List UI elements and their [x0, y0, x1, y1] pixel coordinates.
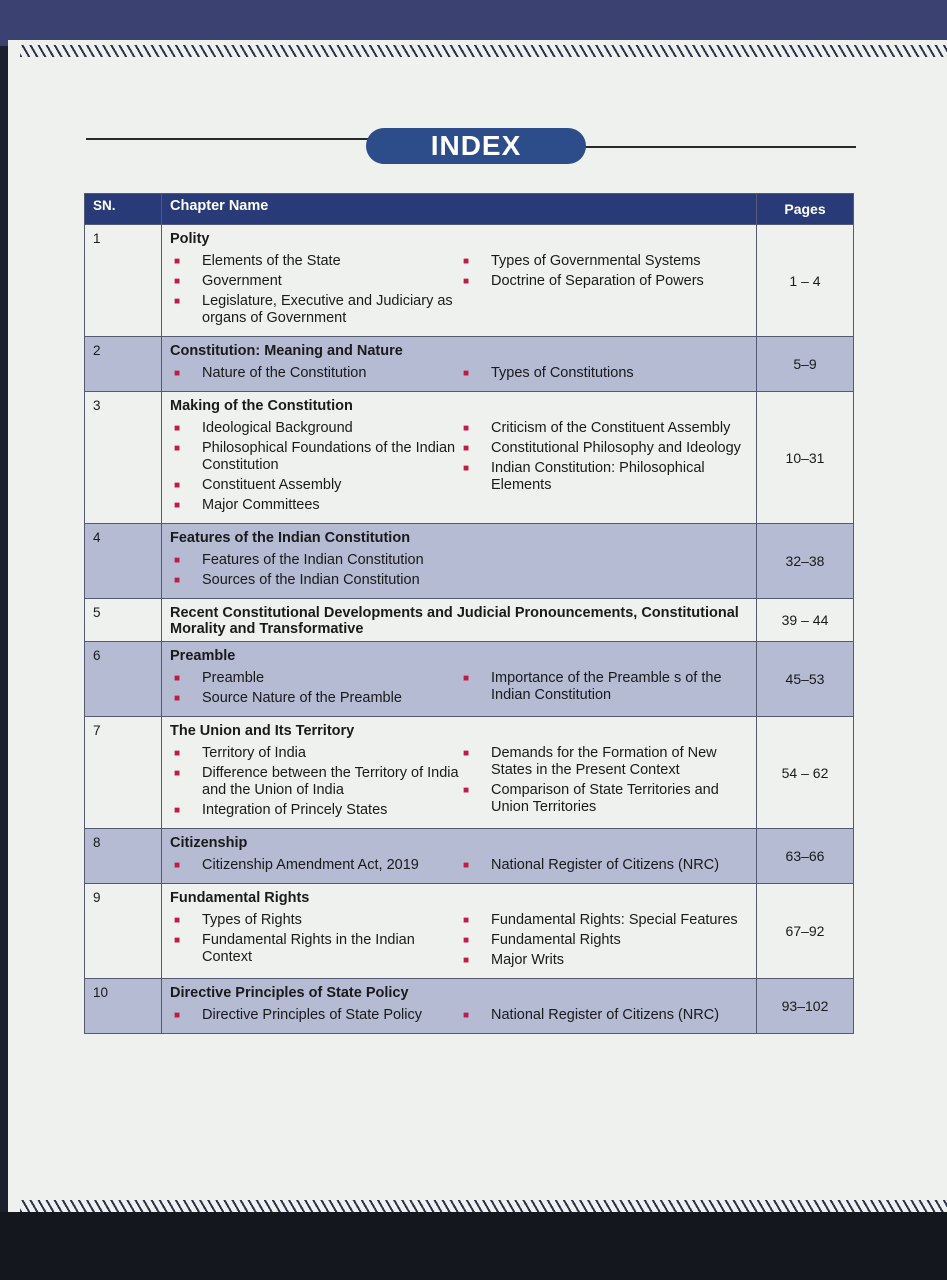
topic-text: Ideological Background: [202, 420, 353, 436]
topic-text: Preamble: [202, 670, 265, 686]
heading-rule-left: [86, 138, 376, 140]
topic-item: [459, 460, 748, 494]
square-bullet-icon: ■: [463, 368, 470, 379]
topic-item: [170, 420, 459, 437]
square-bullet-icon: ■: [174, 915, 181, 926]
square-bullet-icon: ■: [174, 480, 181, 491]
table-row: [85, 884, 854, 979]
topic-text: Citizenship Amendment Act, 2019: [202, 857, 419, 873]
chapter-title: Directive Principles of State Policy: [170, 985, 409, 1001]
square-bullet-icon: ■: [174, 256, 181, 267]
topic-column-right: [459, 745, 748, 822]
topic-item: [459, 857, 748, 874]
topic-text: National Register of Citizens (NRC): [491, 1007, 720, 1023]
topic-item: [459, 273, 748, 290]
topic-item: [459, 1007, 748, 1024]
topic-text: Doctrine of Separation of Powers: [491, 273, 704, 289]
topic-item: [459, 670, 748, 704]
topic-item: [459, 420, 748, 437]
topic-item: [170, 477, 459, 494]
topic-text: Comparison of State Territories and Union Territories: [491, 782, 719, 815]
square-bullet-icon: ■: [174, 500, 181, 511]
topic-text: Constitutional Philosophy and Ideology: [491, 440, 741, 456]
heading-rule-right: [576, 146, 856, 148]
topic-column-left: [170, 1007, 459, 1027]
chapter-title: The Union and Its Territory: [170, 723, 355, 739]
square-bullet-icon: ■: [174, 748, 181, 759]
square-bullet-icon: ■: [463, 673, 470, 684]
index-heading: [86, 128, 856, 168]
topic-column-left: [170, 745, 459, 822]
table-row: [85, 524, 854, 599]
square-bullet-icon: ■: [463, 276, 470, 287]
topic-item: [459, 440, 748, 457]
serial-number: 4: [85, 524, 162, 599]
topic-text: Elements of the State: [202, 253, 341, 269]
page-range: 63–66: [757, 829, 854, 884]
topic-columns: [162, 910, 756, 978]
topic-item: [170, 912, 459, 929]
topic-columns: [162, 668, 756, 716]
topic-item: [170, 440, 459, 474]
chapter-cell: [162, 642, 757, 717]
chapter-title: Polity: [170, 231, 210, 247]
topic-column-right: [459, 1007, 748, 1027]
serial-number: 3: [85, 392, 162, 524]
chapter-cell: [162, 225, 757, 337]
sn-column-header: SN.: [85, 194, 162, 225]
serial-number: 5: [85, 599, 162, 642]
table-row: [85, 225, 854, 337]
top-zigzag-border: [20, 45, 947, 57]
chapter-cell: [162, 524, 757, 599]
page-range: 93–102: [757, 979, 854, 1034]
topic-columns: [162, 1005, 756, 1033]
topic-item: [170, 365, 459, 382]
chapter-title: Features of the Indian Constitution: [170, 530, 411, 546]
chapter-title: Making of the Constitution: [170, 398, 353, 414]
chapter-cell: [162, 337, 757, 392]
square-bullet-icon: ■: [463, 955, 470, 966]
topic-item: [170, 745, 459, 762]
serial-number: 9: [85, 884, 162, 979]
topic-column-left: [170, 253, 459, 330]
topic-item: [170, 765, 459, 799]
chapter-cell: [162, 599, 757, 642]
index-title: INDEX: [366, 128, 586, 164]
topic-text: Directive Principles of State Policy: [202, 1007, 422, 1023]
table-row: [85, 392, 854, 524]
topic-text: Integration of Princely States: [202, 802, 388, 818]
topic-column-right: [459, 552, 748, 592]
chapter-cell: [162, 717, 757, 829]
pages-column-header: Pages: [757, 194, 854, 225]
topic-text: Difference between the Territory of India and the Union of India: [202, 765, 459, 798]
topic-text: Legislature, Executive and Judiciary as organs of Government: [202, 293, 453, 326]
square-bullet-icon: ■: [174, 276, 181, 287]
square-bullet-icon: ■: [174, 575, 181, 586]
square-bullet-icon: ■: [174, 555, 181, 566]
topic-item: [459, 365, 748, 382]
square-bullet-icon: ■: [463, 860, 470, 871]
chapter-cell: [162, 979, 757, 1034]
topic-text: Philosophical Foundations of the Indian Constitution: [202, 440, 456, 473]
chapter-title: Citizenship: [170, 835, 248, 851]
topic-item: [170, 802, 459, 819]
square-bullet-icon: ■: [174, 423, 181, 434]
topic-item: [459, 932, 748, 949]
serial-number: 2: [85, 337, 162, 392]
topic-column-left: [170, 365, 459, 385]
square-bullet-icon: ■: [463, 256, 470, 267]
square-bullet-icon: ■: [174, 368, 181, 379]
table-row: [85, 642, 854, 717]
topic-text: Fundamental Rights: [491, 932, 621, 948]
topic-text: Source Nature of the Preamble: [202, 690, 402, 706]
topic-text: Fundamental Rights in the Indian Context: [202, 932, 415, 965]
table-row: [85, 979, 854, 1034]
topic-item: [170, 1007, 459, 1024]
topic-column-left: [170, 420, 459, 517]
serial-number: 6: [85, 642, 162, 717]
square-bullet-icon: ■: [463, 785, 470, 796]
square-bullet-icon: ■: [463, 1010, 470, 1021]
topic-text: Indian Constitution: Philosophical Elements: [491, 460, 705, 493]
topic-column-left: [170, 552, 459, 592]
topic-column-left: [170, 670, 459, 710]
serial-number: 7: [85, 717, 162, 829]
topic-columns: [162, 855, 756, 883]
chapter-cell: [162, 392, 757, 524]
topic-item: [170, 572, 459, 589]
topic-text: Major Writs: [491, 952, 565, 968]
square-bullet-icon: ■: [174, 443, 181, 454]
topic-text: Nature of the Constitution: [202, 365, 367, 381]
square-bullet-icon: ■: [463, 935, 470, 946]
topic-column-left: [170, 912, 459, 972]
topic-column-right: [459, 857, 748, 877]
page-range: 67–92: [757, 884, 854, 979]
topic-item: [459, 952, 748, 969]
topic-item: [170, 273, 459, 290]
topic-item: [170, 253, 459, 270]
bottom-zigzag-border: [20, 1200, 947, 1212]
square-bullet-icon: ■: [463, 915, 470, 926]
topic-columns: [162, 550, 756, 598]
square-bullet-icon: ■: [174, 860, 181, 871]
serial-number: 8: [85, 829, 162, 884]
topic-column-right: [459, 420, 748, 517]
square-bullet-icon: ■: [174, 935, 181, 946]
page-range: 5–9: [757, 337, 854, 392]
topic-item: [459, 253, 748, 270]
square-bullet-icon: ■: [463, 463, 470, 474]
topic-text: Criticism of the Constituent Assembly: [491, 420, 731, 436]
table-header-row: [85, 194, 854, 225]
topic-text: Major Committees: [202, 497, 320, 513]
page-range: 10–31: [757, 392, 854, 524]
table-row: [85, 337, 854, 392]
chapter-title: Fundamental Rights: [170, 890, 310, 906]
chapter-title: Preamble: [170, 648, 236, 664]
topic-text: National Register of Citizens (NRC): [491, 857, 720, 873]
page-range: 1 – 4: [757, 225, 854, 337]
table-row: [85, 717, 854, 829]
chapter-column-header: Chapter Name: [162, 194, 757, 225]
topic-item: [459, 745, 748, 779]
topic-columns: [162, 363, 756, 391]
topic-item: [459, 912, 748, 929]
square-bullet-icon: ■: [174, 805, 181, 816]
square-bullet-icon: ■: [174, 673, 181, 684]
topic-text: Demands for the Formation of New States in the Present Context: [491, 745, 717, 778]
table-row: [85, 829, 854, 884]
topic-item: [170, 293, 459, 327]
topic-text: Importance of the Preamble s of the Indian Constitution: [491, 670, 722, 703]
table-body: [85, 225, 854, 1034]
topic-text: Types of Constitutions: [491, 365, 634, 381]
chapter-cell: [162, 829, 757, 884]
topic-column-right: [459, 253, 748, 330]
square-bullet-icon: ■: [463, 443, 470, 454]
topic-text: Fundamental Rights: Special Features: [491, 912, 738, 928]
table-row: [85, 599, 854, 642]
topic-text: Features of the Indian Constitution: [202, 552, 424, 568]
topic-column-right: [459, 912, 748, 972]
topic-column-right: [459, 365, 748, 385]
topic-item: [170, 497, 459, 514]
topic-text: Types of Rights: [202, 912, 302, 928]
page-range: 54 – 62: [757, 717, 854, 829]
page-range: 32–38: [757, 524, 854, 599]
topic-item: [170, 670, 459, 687]
page-range: 45–53: [757, 642, 854, 717]
topic-item: [170, 932, 459, 966]
square-bullet-icon: ■: [174, 693, 181, 704]
square-bullet-icon: ■: [174, 768, 181, 779]
square-bullet-icon: ■: [463, 748, 470, 759]
topic-column-left: [170, 857, 459, 877]
serial-number: 1: [85, 225, 162, 337]
topic-text: Types of Governmental Systems: [491, 253, 701, 269]
serial-number: 10: [85, 979, 162, 1034]
topic-item: [170, 857, 459, 874]
topic-item: [170, 690, 459, 707]
topic-item: [170, 552, 459, 569]
topic-columns: [162, 743, 756, 828]
topic-text: Government: [202, 273, 282, 289]
topic-text: Sources of the Indian Constitution: [202, 572, 420, 588]
square-bullet-icon: ■: [174, 1010, 181, 1021]
square-bullet-icon: ■: [463, 423, 470, 434]
chapter-title: Recent Constitutional Developments and Judicial Pronouncements, Constitutional Morality and Transformative: [170, 605, 739, 637]
index-table: [84, 193, 854, 1034]
topic-item: [459, 782, 748, 816]
topic-column-right: [459, 670, 748, 710]
topic-columns: [162, 418, 756, 523]
square-bullet-icon: ■: [174, 296, 181, 307]
chapter-title: Constitution: Meaning and Nature: [170, 343, 403, 359]
chapter-cell: [162, 884, 757, 979]
bottom-band: [0, 1212, 947, 1280]
page-range: 39 – 44: [757, 599, 854, 642]
topic-text: Constituent Assembly: [202, 477, 342, 493]
topic-columns: [162, 251, 756, 336]
topic-text: Territory of India: [202, 745, 306, 761]
